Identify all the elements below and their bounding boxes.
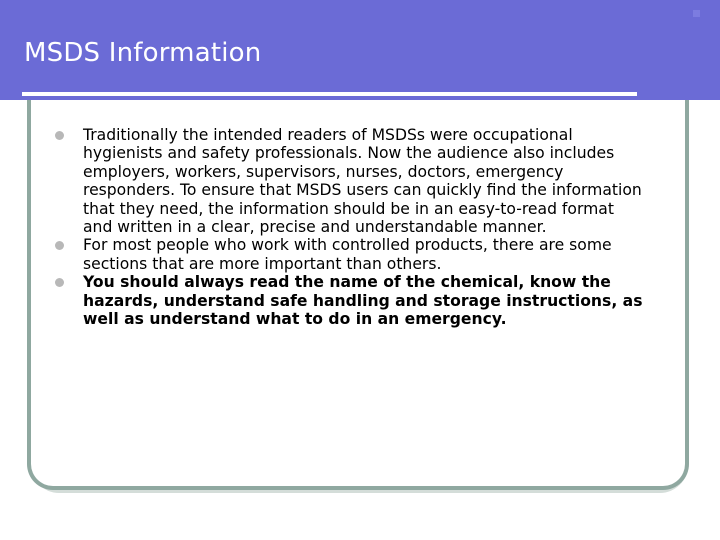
bullet-dot-icon [55, 241, 64, 250]
bullet-dot-icon [55, 278, 64, 287]
bullet-item-always-read [55, 273, 645, 328]
bullet-text: You should always read the name of the chemical, know the hazards, understand safe handling and storage instructions, as well as understand what to do in an emergency. [83, 273, 643, 329]
title-underline [22, 92, 637, 96]
bullet-list [55, 126, 645, 328]
bullet-dot-icon [55, 131, 64, 140]
title-bar [0, 0, 720, 100]
slide-title: MSDS Information [24, 38, 262, 68]
bullet-item-sections [55, 236, 645, 273]
bullet-item-readers [55, 126, 645, 236]
bullet-text: For most people who work with controlled products, there are some sections that are more important than others. [83, 236, 612, 273]
bullet-text: Traditionally the intended readers of MSDSs were occupational hygienists and safety professionals. Now the audience also includes employers, workers, supervisors, nurses, doctors, emergency responders. To ensure that MSDS users can quickly find the information that they need, the information should be in an easy-to-read format and written in a clear, precise and understandable manner. [83, 126, 642, 237]
